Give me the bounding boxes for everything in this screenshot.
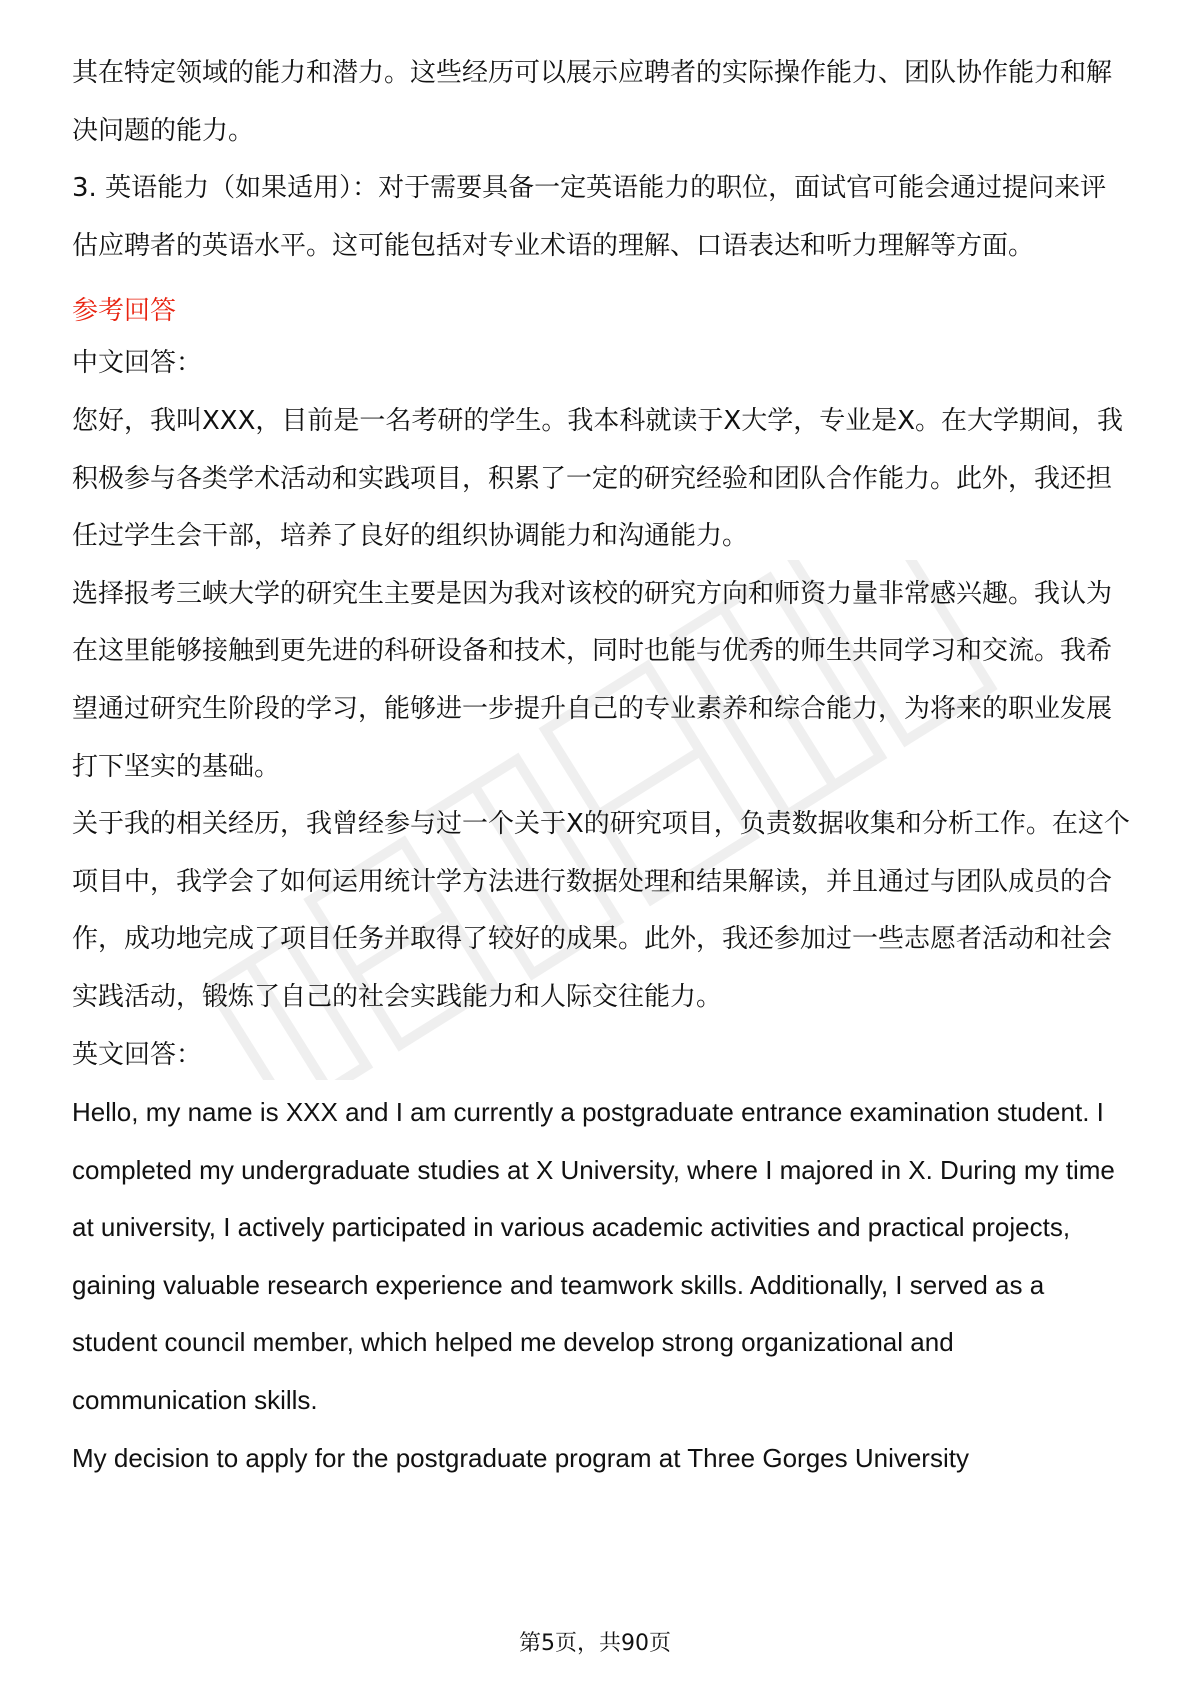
english-answer-label: 英文回答： [72, 1039, 203, 1070]
english-paragraph-2: My decision to apply for the postgraduate program at Three Gorges University [72, 1442, 969, 1473]
main-content [72, 45, 1132, 1487]
reference-answer-heading: 参考回答 [72, 296, 177, 327]
paragraph-top-2: 3. 英语能力（如果适用）：对于需要具备一定英语能力的职位，面试官可能会通过提问来评估应聘者的英语水平。这可能包括对专业术语的理解、口语表达和听力理解等方面。 [72, 173, 1107, 261]
chinese-paragraph-3: 关于我的相关经历，我曾经参与过一个关于X的研究项目，负责数据收集和分析工作。在这个项目中，我学会了如何运用统计学方法进行数据处理和结果解读，并且通过与团队成员的合作，成功地完成了项目任务并取得了较好的成果。此外，我还参加过一些志愿者活动和社会实践活动，锻炼了自己的社会实践能力和人际交往能力。 [72, 809, 1130, 1012]
page-number-footer: 第5页，共90页 [519, 1631, 671, 1656]
chinese-paragraph-1: 您好，我叫XXX，目前是一名考研的学生。我本科就读于X大学，专业是X。在大学期间，我积极参与各类学术活动和实践项目，积累了一定的研究经验和团队合作能力。此外，我还担任过学生会干部，培养了良好的组织协调能力和沟通能力。 [72, 405, 1124, 552]
english-paragraph-1: Hello, my name is XXX and I am currently a postgraduate entrance examination student. I completed my undergraduate studies at X University, where I majored in X. During my time at university, I actively participated in various academic activities and practical projects, gaining valuable research experience and teamwork skills. Additionally, I served as a student council member, which helped me develop strong organizational and communication skills. [72, 1097, 1115, 1416]
chinese-answer-label: 中文回答： [72, 348, 203, 379]
chinese-paragraph-2: 选择报考三峡大学的研究生主要是因为我对该校的研究方向和师资力量非常感兴趣。我认为在这里能够接触到更先进的科研设备和技术，同时也能与优秀的师生共同学习和交流。我希望通过研究生阶段的学习，能够进一步提升自己的专业素养和综合能力，为将来的职业发展打下坚实的基础。 [72, 578, 1113, 782]
paragraph-top-1: 其在特定领域的能力和潜力。这些经历可以展示应聘者的实际操作能力、团队协作能力和解决问题的能力。 [72, 58, 1113, 146]
